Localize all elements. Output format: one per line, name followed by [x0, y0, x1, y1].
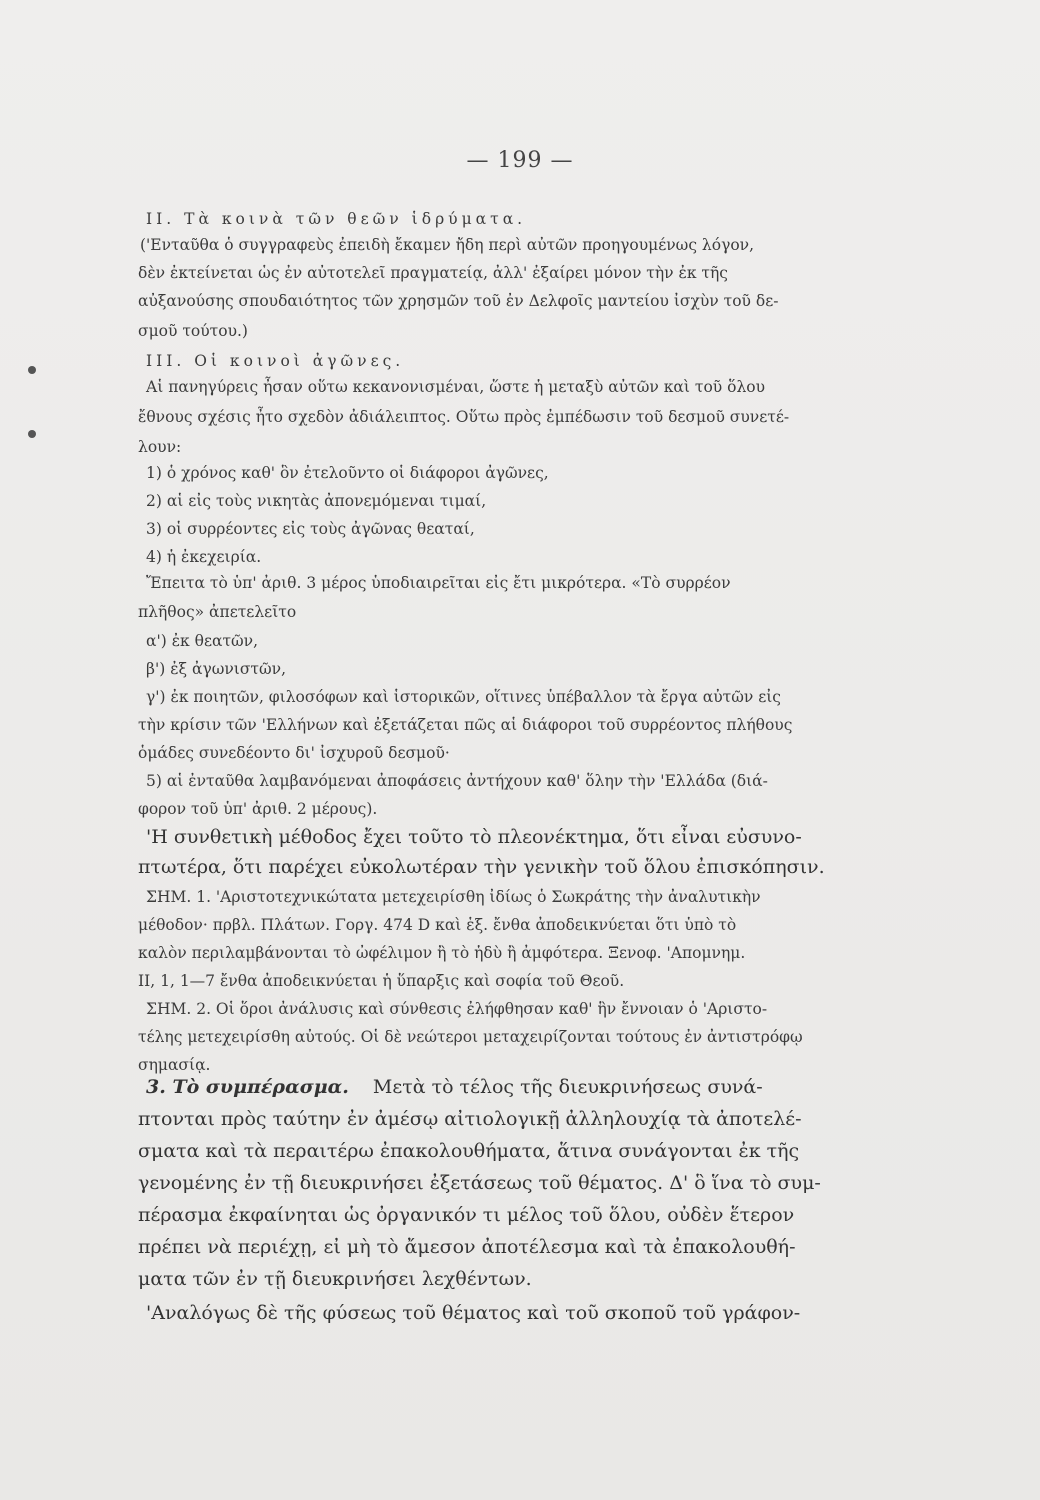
lettered-item-c-line-3: ὁμάδες συνεδέοντο δι' ἰσχυροῦ δεσμοῦ·: [138, 744, 450, 762]
conclusion-line-4: γενομένης ἐν τῇ διευκρινήσει ἐξετάσεως τοῦ θέματος. Δ' ὃ ἵνα τὸ συμ-: [138, 1172, 821, 1194]
section-2-heading: ΙΙ. Τὰ κοινὰ τῶν θεῶν ἱδρύματα.: [146, 210, 527, 228]
numbered-item-1: 1) ὁ χρόνος καθ' ὃν ἐτελοῦντο οἱ διάφοροι ἀγῶνες,: [146, 464, 549, 482]
section-3-heading: ΙΙΙ. Οἱ κοινοὶ ἀγῶνες.: [146, 352, 405, 370]
lettered-item-b: β') ἐξ ἀγωνιστῶν,: [146, 660, 286, 678]
note-1-line-2: μέθοδον· πρβλ. Πλάτων. Γοργ. 474 D καὶ ἑξ. ἔνθα ἀποδεικνύεται ὅτι ὑπὸ τὸ: [138, 916, 737, 934]
note-1-line-1: ΣΗΜ. 1. 'Αριστοτεχνικώτατα μετεχειρίσθη ἰδίως ὁ Σωκράτης τὴν ἀναλυτικὴν: [146, 888, 761, 906]
item-5-line-2: φορον τοῦ ὑπ' ἀριθ. 2 μέρους).: [138, 800, 378, 818]
conclusion-line-7: ματα τῶν ἐν τῇ διευκρινήσει λεχθέντων.: [138, 1268, 532, 1290]
note-2-line-1: ΣΗΜ. 2. Οἱ ὅροι ἀνάλυσις καὶ σύνθεσις ἐλήφθησαν καθ' ἣν ἔννοιαν ὁ 'Αριστο-: [146, 1000, 768, 1018]
section-2-line-1: ('Ενταῦθα ὁ συγγραφεὺς ἐπειδὴ ἔκαμεν ἤδη περὶ αὐτῶν προηγουμένως λόγον,: [140, 236, 755, 254]
lettered-item-c-line-2: τὴν κρίσιν τῶν 'Ελλήνων καὶ ἐξετάζεται πῶς αἱ διάφοροι τοῦ συρρέοντος πλήθους: [138, 716, 793, 734]
conclusion-line-6: πρέπει νὰ περιέχῃ, εἰ μὴ τὸ ἄμεσον ἀποτέλεσμα καὶ τὰ ἐπακολουθή-: [138, 1236, 796, 1258]
conclusion-line-2: πτονται πρὸς ταύτην ἐν ἀμέσῳ αἰτιολογικῇ ἀλληλουχίᾳ τὰ ἀποτελέ-: [138, 1108, 802, 1130]
continuation-line-1: Ἔπειτα τὸ ὑπ' ἀριθ. 3 μέρος ὑποδιαιρεῖται εἰς ἔτι μικρότερα. «Τὸ συρρέον: [146, 574, 731, 592]
note-2-line-2: τέλης μετεχειρίσθη αὐτούς. Οἱ δὲ νεώτεροι μεταχειρίζονται τούτους ἐν ἀντιστρόφῳ: [138, 1028, 803, 1046]
conclusion-line-3: σματα καὶ τὰ περαιτέρω ἐπακολουθήματα, ἅτινα συνάγονται ἐκ τῆς: [138, 1140, 800, 1162]
section-3-line-3: λουν:: [138, 438, 182, 456]
section-2-line-3: αὐξανούσης σπουδαιότητος τῶν χρησμῶν τοῦ ἐν Δελφοῖς μαντείου ἰσχὺν τοῦ δε-: [138, 292, 779, 310]
note-1-line-4: II, 1, 1—7 ἔνθα ἀποδεικνύεται ἡ ὕπαρξις καὶ σοφία τοῦ Θεοῦ.: [138, 972, 625, 990]
numbered-item-2: 2) αἱ εἰς τοὺς νικητὰς ἀπονεμόμεναι τιμαί,: [146, 492, 487, 510]
continuation-line-2: πλῆθος» ἀπετελεῖτο: [138, 603, 297, 621]
synthesis-line-1: 'Η συνθετικὴ μέθοδος ἔχει τοῦτο τὸ πλεονέκτημα, ὅτι εἶναι εὐσυνο-: [146, 826, 802, 848]
note-2-line-3: σημασίᾳ.: [138, 1056, 211, 1074]
margin-dot: [28, 430, 36, 438]
item-5-line-1: 5) αἱ ἐνταῦθα λαμβανόμεναι ἀποφάσεις ἀντήχουν καθ' ὅλην τὴν 'Ελλάδα (διά-: [146, 772, 768, 790]
conclusion-line-5: πέρασμα ἐκφαίνηται ὡς ὀργανικόν τι μέλος τοῦ ὅλου, οὐδὲν ἕτερον: [138, 1204, 795, 1226]
final-line: 'Αναλόγως δὲ τῆς φύσεως τοῦ θέματος καὶ τοῦ σκοποῦ τοῦ γράφον-: [146, 1302, 801, 1324]
numbered-item-4: 4) ἡ ἐκεχειρία.: [146, 548, 262, 566]
section-2-line-2: δὲν ἐκτείνεται ὡς ἐν αὐτοτελεῖ πραγματείᾳ, ἀλλ' ἐξαίρει μόνον τὴν ἐκ τῆς: [138, 264, 728, 282]
conclusion-heading: 3. Τὸ συμπέρασμα.: [146, 1076, 349, 1098]
conclusion-first-text: Μετὰ τὸ τέλος τῆς διευκρινήσεως συνά-: [372, 1076, 763, 1098]
margin-dot: [28, 366, 36, 374]
conclusion-first-line: [146, 1076, 763, 1098]
numbered-item-3: 3) οἱ συρρέοντες εἰς τοὺς ἀγῶνας θεαταί,: [146, 520, 475, 538]
section-3-line-2: ἔθνους σχέσις ἦτο σχεδὸν ἀδιάλειπτος. Οὕτω πρὸς ἐμπέδωσιν τοῦ δεσμοῦ συνετέ-: [138, 408, 790, 426]
note-1-line-3: καλὸν περιλαμβάνονται τὸ ὠφέλιμον ἢ τὸ ἡδὺ ἢ ἀμφότερα. Ξενοφ. 'Απομνημ.: [138, 944, 746, 962]
section-3-line-1: Αἱ πανηγύρεις ἦσαν οὕτω κεκανονισμέναι, ὥστε ἡ μεταξὺ αὐτῶν καὶ τοῦ ὅλου: [146, 378, 766, 396]
section-2-line-4: σμοῦ τούτου.): [138, 322, 248, 340]
lettered-item-a: α') ἐκ θεατῶν,: [146, 632, 259, 650]
lettered-item-c: γ') ἐκ ποιητῶν, φιλοσόφων καὶ ἱστορικῶν, οἵτινες ὑπέβαλλον τὰ ἔργα αὐτῶν εἰς: [146, 688, 781, 706]
synthesis-line-2: πτωτέρα, ὅτι παρέχει εὐκολωτέραν τὴν γενικὴν τοῦ ὅλου ἐπισκόπησιν.: [138, 856, 825, 878]
page-number: — 199 —: [466, 148, 574, 173]
